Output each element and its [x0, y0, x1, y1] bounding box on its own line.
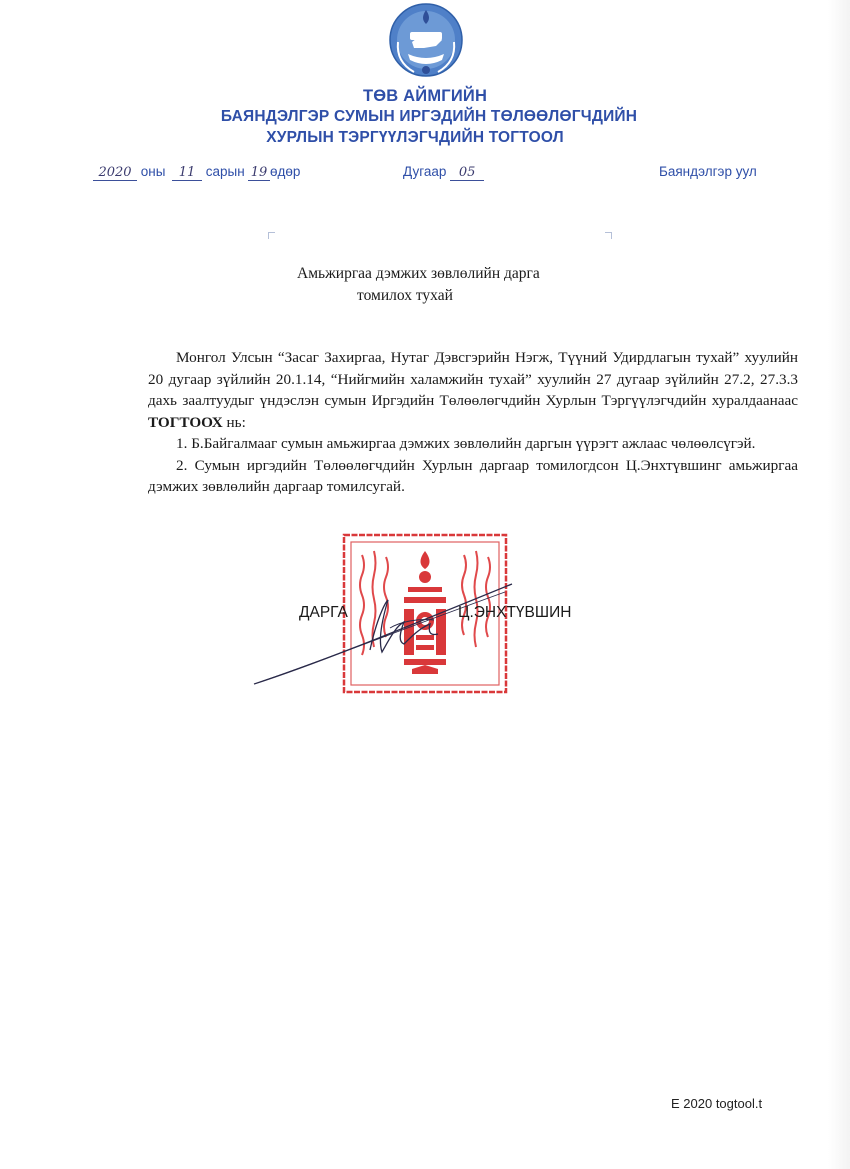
- year-handwritten: 2020: [93, 165, 137, 181]
- handwritten-signature: [250, 580, 520, 690]
- header-resolution-type: ХУРЛЫН ТЭРГҮҮЛЭГЧДИЙН ТОГТООЛ: [266, 129, 564, 146]
- document-title-line1: Амьжиргаа дэмжих зөвлөлийн дарга: [297, 265, 540, 282]
- day-label: өдөр: [270, 164, 301, 179]
- resolution-item-1: 1. Б.Байгалмааг сумын амьжиргаа дэмжих зөвлөлийн даргын үүрэгт ажлаас чөлөөлсүгэй.: [176, 435, 756, 452]
- header-province: ТӨВ АЙМГИЙН: [362, 87, 488, 105]
- file-reference: E 2020 togtool.t: [671, 1096, 763, 1111]
- resolution-body: [148, 347, 798, 498]
- scan-edge: [828, 0, 850, 1169]
- month-label: сарын: [205, 164, 245, 179]
- place-name: Баяндэлгэр уул: [659, 164, 757, 179]
- signatory-title: ДАРГА: [299, 604, 348, 621]
- date-month: [172, 164, 245, 181]
- title-bracket-right: [605, 232, 612, 239]
- resolve-tail: нь:: [222, 413, 246, 431]
- preamble-paragraph: [148, 347, 798, 433]
- state-emblem-icon: [386, 2, 466, 80]
- year-label: оны: [140, 164, 166, 179]
- number-label: Дугаар: [403, 164, 447, 179]
- number-handwritten: 05: [450, 165, 484, 181]
- date-day: [248, 164, 300, 181]
- preamble-text: Монгол Улсын “Засаг Захиргаа, Нутаг Дэвсгэрийн Нэгж, Түүний Удирдлагын тухай” хуулийн 20 дугаар зүйлийн 20.1.14, “Нийгмийн халамжийн тухай” хуулийн 27 дугаар зүйлийн 27.2, 27.3.3 дахь заалтуудыг үндэслэн сумын Иргэдийн Төлөөлөгчдийн Хурлын Тэргүүлэгчдийн хуралдаанаас: [148, 349, 798, 409]
- resolution-number: [403, 164, 484, 181]
- date-year: [93, 164, 165, 181]
- month-handwritten: 11: [172, 165, 202, 181]
- header-council: БАЯНДЭЛГЭР СУМЫН ИРГЭДИЙН ТӨЛӨӨЛӨГЧДИЙН: [220, 108, 638, 125]
- signatory-name: Ц.ЭНХТҮВШИН: [458, 604, 572, 621]
- resolution-item-2: 2. Сумын иргэдийн Төлөөлөгчдийн Хурлын даргаар томилогдсон Ц.Энхтүвшинг амьжиргаа дэмжих зөвлөлийн даргаар томилсугай.: [148, 456, 798, 495]
- title-bracket-left: [268, 232, 275, 239]
- document-title-line2: томилох тухай: [357, 287, 453, 304]
- day-handwritten: 19: [248, 165, 270, 181]
- resolve-word: ТОГТООХ: [148, 413, 223, 431]
